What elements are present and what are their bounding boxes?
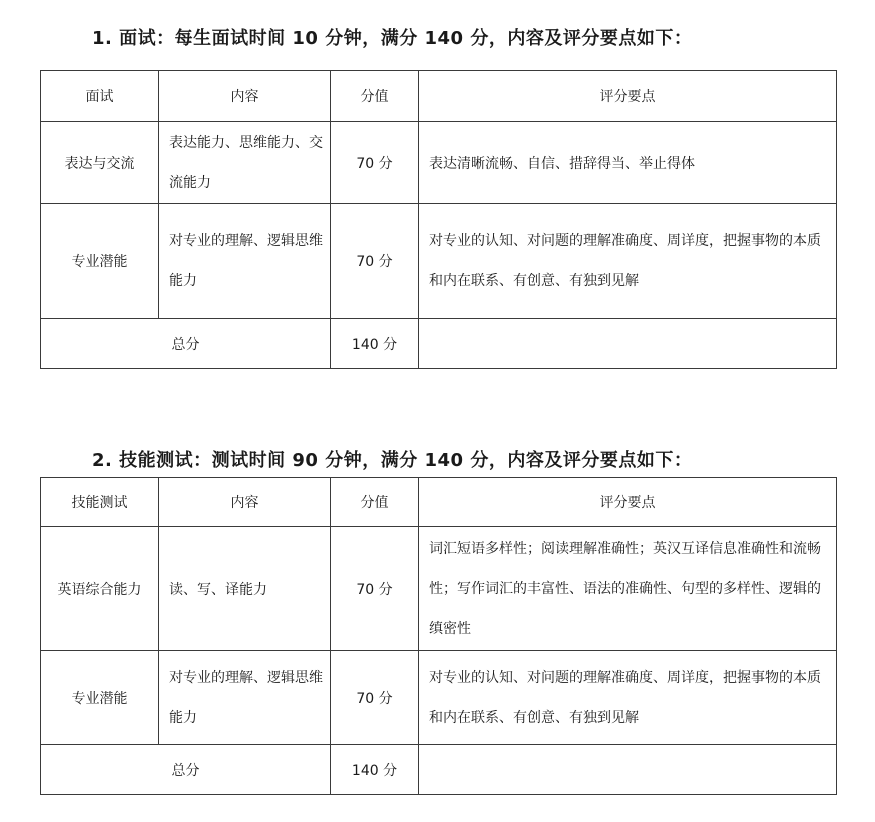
skill-test-score-table bbox=[40, 477, 837, 795]
row-category: 表达与交流 bbox=[41, 122, 159, 204]
header-points: 评分要点 bbox=[419, 71, 837, 122]
row-score: 70 分 bbox=[331, 527, 419, 651]
row-category: 专业潜能 bbox=[41, 204, 159, 319]
total-points-empty bbox=[419, 745, 837, 795]
table-header-row bbox=[41, 71, 837, 122]
row-score: 70 分 bbox=[331, 122, 419, 204]
total-row bbox=[41, 745, 837, 795]
header-category: 面试 bbox=[41, 71, 159, 122]
total-score: 140 分 bbox=[331, 319, 419, 369]
row-category: 专业潜能 bbox=[41, 651, 159, 745]
row-content: 表达能力、思维能力、交流能力 bbox=[159, 122, 331, 204]
total-label: 总分 bbox=[41, 745, 331, 795]
table-row bbox=[41, 122, 837, 204]
row-points: 表达清晰流畅、自信、措辞得当、举止得体 bbox=[419, 122, 837, 204]
table-row bbox=[41, 527, 837, 651]
row-content: 读、写、译能力 bbox=[159, 527, 331, 651]
row-points: 词汇短语多样性；阅读理解准确性；英汉互译信息准确性和流畅性；写作词汇的丰富性、语法的准确性、句型的多样性、逻辑的缜密性 bbox=[419, 527, 837, 651]
row-score: 70 分 bbox=[331, 204, 419, 319]
row-points: 对专业的认知、对问题的理解准确度、周详度，把握事物的本质和内在联系、有创意、有独到见解 bbox=[419, 651, 837, 745]
header-points: 评分要点 bbox=[419, 478, 837, 527]
section2-title: 2. 技能测试：测试时间 90 分钟，满分 140 分，内容及评分要点如下： bbox=[92, 450, 693, 471]
total-score: 140 分 bbox=[331, 745, 419, 795]
total-points-empty bbox=[419, 319, 837, 369]
total-label: 总分 bbox=[41, 319, 331, 369]
header-score: 分值 bbox=[331, 478, 419, 527]
header-content: 内容 bbox=[159, 478, 331, 527]
row-content: 对专业的理解、逻辑思维能力 bbox=[159, 204, 331, 319]
row-category: 英语综合能力 bbox=[41, 527, 159, 651]
header-category: 技能测试 bbox=[41, 478, 159, 527]
header-content: 内容 bbox=[159, 71, 331, 122]
header-score: 分值 bbox=[331, 71, 419, 122]
table-row bbox=[41, 651, 837, 745]
total-row bbox=[41, 319, 837, 369]
row-points: 对专业的认知、对问题的理解准确度、周详度，把握事物的本质和内在联系、有创意、有独到见解 bbox=[419, 204, 837, 319]
table-header-row bbox=[41, 478, 837, 527]
row-score: 70 分 bbox=[331, 651, 419, 745]
interview-score-table bbox=[40, 70, 837, 369]
table-row bbox=[41, 204, 837, 319]
row-content: 对专业的理解、逻辑思维能力 bbox=[159, 651, 331, 745]
section1-title: 1. 面试：每生面试时间 10 分钟，满分 140 分，内容及评分要点如下： bbox=[92, 28, 693, 49]
